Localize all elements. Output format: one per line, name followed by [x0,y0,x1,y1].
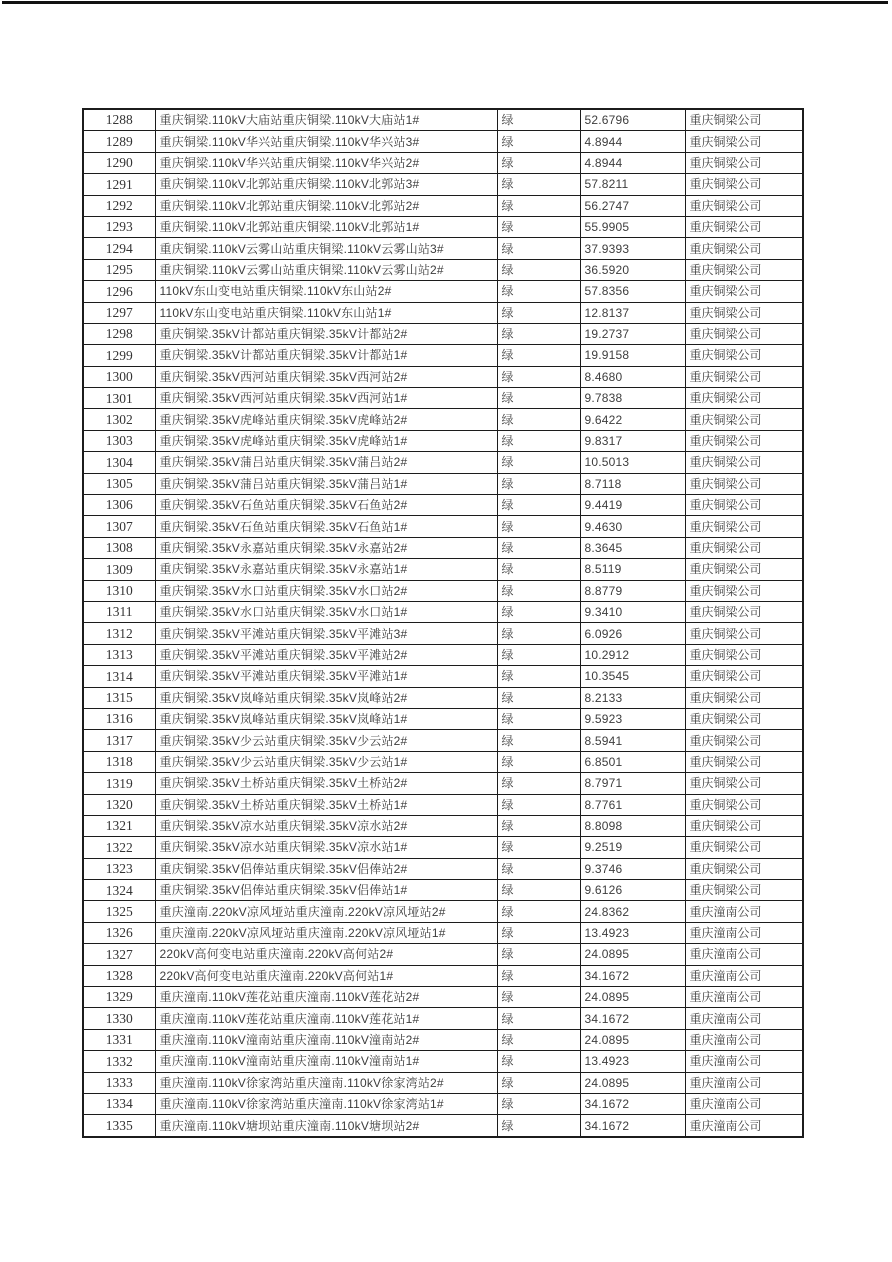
value-cell: 57.8356 [580,281,685,302]
value-cell: 9.6126 [580,880,685,901]
value-cell: 13.4923 [580,922,685,943]
status-cell: 绿 [497,880,580,901]
table-row [83,281,803,302]
status-cell: 绿 [497,1072,580,1093]
table-row [83,922,803,943]
station-name-cell: 重庆铜梁.35kV蒲吕站重庆铜梁.35kV蒲吕站1# [155,473,497,494]
value-cell: 8.5941 [580,730,685,751]
value-cell: 34.1672 [580,965,685,986]
station-name-cell: 重庆铜梁.35kV虎峰站重庆铜梁.35kV虎峰站1# [155,430,497,451]
station-name-cell: 重庆铜梁.35kV西河站重庆铜梁.35kV西河站1# [155,388,497,409]
row-index-cell: 1304 [83,452,155,473]
company-cell: 重庆铜梁公司 [685,751,803,772]
row-index-cell: 1317 [83,730,155,751]
value-cell: 8.7118 [580,473,685,494]
station-name-cell: 重庆铜梁.110kV云雾山站重庆铜梁.110kV云雾山站2# [155,259,497,280]
value-cell: 8.8098 [580,815,685,836]
station-name-cell: 重庆铜梁.35kV永嘉站重庆铜梁.35kV永嘉站2# [155,537,497,558]
status-cell: 绿 [497,452,580,473]
company-cell: 重庆铜梁公司 [685,473,803,494]
row-index-cell: 1298 [83,323,155,344]
station-name-cell: 重庆潼南.220kV凉风垭站重庆潼南.220kV凉风垭站1# [155,922,497,943]
row-index-cell: 1291 [83,174,155,195]
status-cell: 绿 [497,666,580,687]
status-cell: 绿 [497,623,580,644]
table-row [83,944,803,965]
company-cell: 重庆铜梁公司 [685,152,803,173]
value-cell: 9.2519 [580,837,685,858]
row-index-cell: 1305 [83,473,155,494]
company-cell: 重庆潼南公司 [685,922,803,943]
status-cell: 绿 [497,644,580,665]
table-row [83,751,803,772]
status-cell: 绿 [497,922,580,943]
status-cell: 绿 [497,495,580,516]
table-row [83,259,803,280]
status-cell: 绿 [497,430,580,451]
row-index-cell: 1311 [83,601,155,622]
company-cell: 重庆铜梁公司 [685,687,803,708]
status-cell: 绿 [497,152,580,173]
value-cell: 56.2747 [580,195,685,216]
value-cell: 9.3746 [580,858,685,879]
table-row [83,366,803,387]
station-name-cell: 重庆铜梁.35kV平滩站重庆铜梁.35kV平滩站2# [155,644,497,665]
status-cell: 绿 [497,751,580,772]
row-index-cell: 1325 [83,901,155,922]
status-cell: 绿 [497,366,580,387]
station-name-cell: 重庆铜梁.35kV石鱼站重庆铜梁.35kV石鱼站2# [155,495,497,516]
company-cell: 重庆铜梁公司 [685,773,803,794]
row-index-cell: 1321 [83,815,155,836]
value-cell: 13.4923 [580,1051,685,1072]
table-row [83,302,803,323]
station-name-cell: 重庆铜梁.35kV少云站重庆铜梁.35kV少云站2# [155,730,497,751]
value-cell: 8.7761 [580,794,685,815]
row-index-cell: 1328 [83,965,155,986]
row-index-cell: 1299 [83,345,155,366]
value-cell: 10.3545 [580,666,685,687]
company-cell: 重庆铜梁公司 [685,345,803,366]
value-cell: 9.6422 [580,409,685,430]
value-cell: 36.5920 [580,259,685,280]
station-name-cell: 重庆铜梁.35kV岚峰站重庆铜梁.35kV岚峰站2# [155,687,497,708]
company-cell: 重庆潼南公司 [685,1093,803,1114]
status-cell: 绿 [497,388,580,409]
station-name-cell: 重庆潼南.220kV凉风垭站重庆潼南.220kV凉风垭站2# [155,901,497,922]
status-cell: 绿 [497,1115,580,1137]
row-index-cell: 1293 [83,216,155,237]
company-cell: 重庆铜梁公司 [685,409,803,430]
value-cell: 19.2737 [580,323,685,344]
table-row [83,601,803,622]
station-name-cell: 重庆铜梁.35kV蒲吕站重庆铜梁.35kV蒲吕站2# [155,452,497,473]
station-name-cell: 重庆潼南.110kV莲花站重庆潼南.110kV莲花站1# [155,1008,497,1029]
status-cell: 绿 [497,858,580,879]
value-cell: 9.8317 [580,430,685,451]
company-cell: 重庆铜梁公司 [685,259,803,280]
row-index-cell: 1297 [83,302,155,323]
station-name-cell: 重庆铜梁.35kV西河站重庆铜梁.35kV西河站2# [155,366,497,387]
table-row [83,1008,803,1029]
status-cell: 绿 [497,323,580,344]
status-cell: 绿 [497,687,580,708]
status-cell: 绿 [497,1029,580,1050]
status-cell: 绿 [497,109,580,131]
company-cell: 重庆铜梁公司 [685,623,803,644]
table-row [83,901,803,922]
row-index-cell: 1290 [83,152,155,173]
row-index-cell: 1315 [83,687,155,708]
row-index-cell: 1318 [83,751,155,772]
company-cell: 重庆潼南公司 [685,1008,803,1029]
row-index-cell: 1294 [83,238,155,259]
value-cell: 24.0895 [580,987,685,1008]
substation-status-table [82,108,804,1138]
table-row [83,858,803,879]
table-row [83,708,803,729]
company-cell: 重庆潼南公司 [685,1115,803,1137]
table-row [83,516,803,537]
company-cell: 重庆铜梁公司 [685,837,803,858]
company-cell: 重庆潼南公司 [685,901,803,922]
table-row [83,452,803,473]
station-name-cell: 重庆铜梁.110kV华兴站重庆铜梁.110kV华兴站3# [155,131,497,152]
value-cell: 24.8362 [580,901,685,922]
table-row [83,815,803,836]
company-cell: 重庆铜梁公司 [685,580,803,601]
station-name-cell: 重庆铜梁.35kV计都站重庆铜梁.35kV计都站1# [155,345,497,366]
status-cell: 绿 [497,708,580,729]
status-cell: 绿 [497,580,580,601]
table-row [83,537,803,558]
company-cell: 重庆铜梁公司 [685,644,803,665]
station-name-cell: 重庆铜梁.35kV平滩站重庆铜梁.35kV平滩站1# [155,666,497,687]
company-cell: 重庆铜梁公司 [685,559,803,580]
row-index-cell: 1335 [83,1115,155,1137]
company-cell: 重庆潼南公司 [685,1051,803,1072]
table-row [83,1072,803,1093]
value-cell: 52.6796 [580,109,685,131]
station-name-cell: 重庆铜梁.35kV少云站重庆铜梁.35kV少云站1# [155,751,497,772]
company-cell: 重庆铜梁公司 [685,238,803,259]
table-row [83,131,803,152]
status-cell: 绿 [497,345,580,366]
row-index-cell: 1307 [83,516,155,537]
station-name-cell: 重庆铜梁.35kV水口站重庆铜梁.35kV水口站2# [155,580,497,601]
company-cell: 重庆铜梁公司 [685,730,803,751]
table-row [83,1115,803,1137]
station-name-cell: 110kV东山变电站重庆铜梁.110kV东山站2# [155,281,497,302]
table-row [83,109,803,131]
station-name-cell: 重庆潼南.110kV徐家湾站重庆潼南.110kV徐家湾站2# [155,1072,497,1093]
table-row [83,1093,803,1114]
table-row [83,837,803,858]
station-name-cell: 重庆铜梁.110kV大庙站重庆铜梁.110kV大庙站1# [155,109,497,131]
table-body [83,109,803,1137]
row-index-cell: 1301 [83,388,155,409]
company-cell: 重庆铜梁公司 [685,537,803,558]
value-cell: 8.8779 [580,580,685,601]
station-name-cell: 重庆铜梁.35kV永嘉站重庆铜梁.35kV永嘉站1# [155,559,497,580]
station-name-cell: 重庆潼南.110kV莲花站重庆潼南.110kV莲花站2# [155,987,497,1008]
company-cell: 重庆铜梁公司 [685,216,803,237]
status-cell: 绿 [497,537,580,558]
value-cell: 24.0895 [580,1029,685,1050]
status-cell: 绿 [497,516,580,537]
status-cell: 绿 [497,901,580,922]
value-cell: 10.5013 [580,452,685,473]
value-cell: 6.8501 [580,751,685,772]
table-row [83,345,803,366]
row-index-cell: 1295 [83,259,155,280]
company-cell: 重庆铜梁公司 [685,281,803,302]
value-cell: 8.2133 [580,687,685,708]
page-top-rule [2,1,888,4]
row-index-cell: 1332 [83,1051,155,1072]
value-cell: 9.5923 [580,708,685,729]
row-index-cell: 1326 [83,922,155,943]
station-name-cell: 重庆铜梁.110kV华兴站重庆铜梁.110kV华兴站2# [155,152,497,173]
row-index-cell: 1288 [83,109,155,131]
table-row [83,965,803,986]
status-cell: 绿 [497,216,580,237]
row-index-cell: 1296 [83,281,155,302]
row-index-cell: 1292 [83,195,155,216]
status-cell: 绿 [497,794,580,815]
station-name-cell: 110kV东山变电站重庆铜梁.110kV东山站1# [155,302,497,323]
status-cell: 绿 [497,1093,580,1114]
value-cell: 57.8211 [580,174,685,195]
company-cell: 重庆潼南公司 [685,965,803,986]
company-cell: 重庆铜梁公司 [685,880,803,901]
company-cell: 重庆铜梁公司 [685,495,803,516]
value-cell: 9.3410 [580,601,685,622]
station-name-cell: 重庆潼南.110kV潼南站重庆潼南.110kV潼南站1# [155,1051,497,1072]
row-index-cell: 1320 [83,794,155,815]
company-cell: 重庆铜梁公司 [685,109,803,131]
table-row [83,195,803,216]
company-cell: 重庆铜梁公司 [685,430,803,451]
value-cell: 9.7838 [580,388,685,409]
company-cell: 重庆铜梁公司 [685,601,803,622]
station-name-cell: 重庆铜梁.35kV虎峰站重庆铜梁.35kV虎峰站2# [155,409,497,430]
table-row [83,623,803,644]
value-cell: 4.8944 [580,131,685,152]
table-row [83,666,803,687]
value-cell: 8.5119 [580,559,685,580]
table-row [83,323,803,344]
table-row [83,559,803,580]
station-name-cell: 220kV高何变电站重庆潼南.220kV高何站1# [155,965,497,986]
station-name-cell: 重庆潼南.110kV塘坝站重庆潼南.110kV塘坝站2# [155,1115,497,1137]
company-cell: 重庆铜梁公司 [685,174,803,195]
row-index-cell: 1302 [83,409,155,430]
row-index-cell: 1310 [83,580,155,601]
company-cell: 重庆潼南公司 [685,1072,803,1093]
station-name-cell: 重庆铜梁.35kV侣俸站重庆铜梁.35kV侣俸站2# [155,858,497,879]
company-cell: 重庆铜梁公司 [685,452,803,473]
value-cell: 55.9905 [580,216,685,237]
station-name-cell: 重庆铜梁.110kV北郭站重庆铜梁.110kV北郭站3# [155,174,497,195]
table-row [83,987,803,1008]
status-cell: 绿 [497,987,580,1008]
status-cell: 绿 [497,131,580,152]
table-row [83,773,803,794]
station-name-cell: 重庆铜梁.35kV岚峰站重庆铜梁.35kV岚峰站1# [155,708,497,729]
table-row [83,388,803,409]
value-cell: 19.9158 [580,345,685,366]
company-cell: 重庆铜梁公司 [685,388,803,409]
table-row [83,644,803,665]
row-index-cell: 1316 [83,708,155,729]
table-row [83,409,803,430]
table-row [83,473,803,494]
company-cell: 重庆铜梁公司 [685,858,803,879]
company-cell: 重庆铜梁公司 [685,666,803,687]
row-index-cell: 1313 [83,644,155,665]
row-index-cell: 1333 [83,1072,155,1093]
company-cell: 重庆铜梁公司 [685,815,803,836]
row-index-cell: 1331 [83,1029,155,1050]
table-row [83,495,803,516]
status-cell: 绿 [497,195,580,216]
station-name-cell: 重庆铜梁.35kV凉水站重庆铜梁.35kV凉水站1# [155,837,497,858]
row-index-cell: 1314 [83,666,155,687]
row-index-cell: 1327 [83,944,155,965]
company-cell: 重庆潼南公司 [685,987,803,1008]
status-cell: 绿 [497,730,580,751]
row-index-cell: 1300 [83,366,155,387]
table-row [83,152,803,173]
status-cell: 绿 [497,773,580,794]
table-row [83,730,803,751]
company-cell: 重庆潼南公司 [685,944,803,965]
company-cell: 重庆铜梁公司 [685,323,803,344]
status-cell: 绿 [497,601,580,622]
table-row [83,580,803,601]
row-index-cell: 1308 [83,537,155,558]
row-index-cell: 1289 [83,131,155,152]
company-cell: 重庆潼南公司 [685,1029,803,1050]
row-index-cell: 1334 [83,1093,155,1114]
value-cell: 34.1672 [580,1008,685,1029]
value-cell: 12.8137 [580,302,685,323]
company-cell: 重庆铜梁公司 [685,516,803,537]
status-cell: 绿 [497,259,580,280]
station-name-cell: 重庆铜梁.35kV凉水站重庆铜梁.35kV凉水站2# [155,815,497,836]
row-index-cell: 1323 [83,858,155,879]
table-row [83,174,803,195]
company-cell: 重庆铜梁公司 [685,131,803,152]
row-index-cell: 1319 [83,773,155,794]
table-row [83,687,803,708]
status-cell: 绿 [497,837,580,858]
row-index-cell: 1322 [83,837,155,858]
row-index-cell: 1303 [83,430,155,451]
value-cell: 9.4630 [580,516,685,537]
value-cell: 10.2912 [580,644,685,665]
station-name-cell: 重庆铜梁.35kV计都站重庆铜梁.35kV计都站2# [155,323,497,344]
value-cell: 8.7971 [580,773,685,794]
status-cell: 绿 [497,559,580,580]
station-name-cell: 重庆铜梁.35kV平滩站重庆铜梁.35kV平滩站3# [155,623,497,644]
station-name-cell: 重庆铜梁.35kV土桥站重庆铜梁.35kV土桥站1# [155,794,497,815]
table-row [83,430,803,451]
value-cell: 9.4419 [580,495,685,516]
table-row [83,238,803,259]
station-name-cell: 重庆铜梁.35kV侣俸站重庆铜梁.35kV侣俸站1# [155,880,497,901]
value-cell: 37.9393 [580,238,685,259]
row-index-cell: 1309 [83,559,155,580]
station-name-cell: 重庆铜梁.35kV土桥站重庆铜梁.35kV土桥站2# [155,773,497,794]
company-cell: 重庆铜梁公司 [685,302,803,323]
value-cell: 4.8944 [580,152,685,173]
company-cell: 重庆铜梁公司 [685,794,803,815]
table-row [83,1051,803,1072]
station-name-cell: 重庆铜梁.110kV北郭站重庆铜梁.110kV北郭站2# [155,195,497,216]
value-cell: 24.0895 [580,1072,685,1093]
table-row [83,1029,803,1050]
row-index-cell: 1329 [83,987,155,1008]
row-index-cell: 1330 [83,1008,155,1029]
status-cell: 绿 [497,965,580,986]
station-name-cell: 重庆铜梁.110kV北郭站重庆铜梁.110kV北郭站1# [155,216,497,237]
value-cell: 34.1672 [580,1115,685,1137]
station-name-cell: 重庆铜梁.35kV石鱼站重庆铜梁.35kV石鱼站1# [155,516,497,537]
value-cell: 34.1672 [580,1093,685,1114]
company-cell: 重庆铜梁公司 [685,195,803,216]
status-cell: 绿 [497,944,580,965]
value-cell: 8.3645 [580,537,685,558]
table-row [83,794,803,815]
station-name-cell: 重庆潼南.110kV潼南站重庆潼南.110kV潼南站2# [155,1029,497,1050]
status-cell: 绿 [497,1008,580,1029]
status-cell: 绿 [497,174,580,195]
station-name-cell: 220kV高何变电站重庆潼南.220kV高何站2# [155,944,497,965]
status-cell: 绿 [497,815,580,836]
status-cell: 绿 [497,1051,580,1072]
value-cell: 6.0926 [580,623,685,644]
station-name-cell: 重庆铜梁.35kV水口站重庆铜梁.35kV水口站1# [155,601,497,622]
status-cell: 绿 [497,238,580,259]
station-name-cell: 重庆潼南.110kV徐家湾站重庆潼南.110kV徐家湾站1# [155,1093,497,1114]
value-cell: 8.4680 [580,366,685,387]
status-cell: 绿 [497,473,580,494]
status-cell: 绿 [497,281,580,302]
row-index-cell: 1324 [83,880,155,901]
station-name-cell: 重庆铜梁.110kV云雾山站重庆铜梁.110kV云雾山站3# [155,238,497,259]
value-cell: 24.0895 [580,944,685,965]
row-index-cell: 1312 [83,623,155,644]
company-cell: 重庆铜梁公司 [685,708,803,729]
table-row [83,216,803,237]
table-row [83,880,803,901]
row-index-cell: 1306 [83,495,155,516]
company-cell: 重庆铜梁公司 [685,366,803,387]
status-cell: 绿 [497,409,580,430]
status-cell: 绿 [497,302,580,323]
